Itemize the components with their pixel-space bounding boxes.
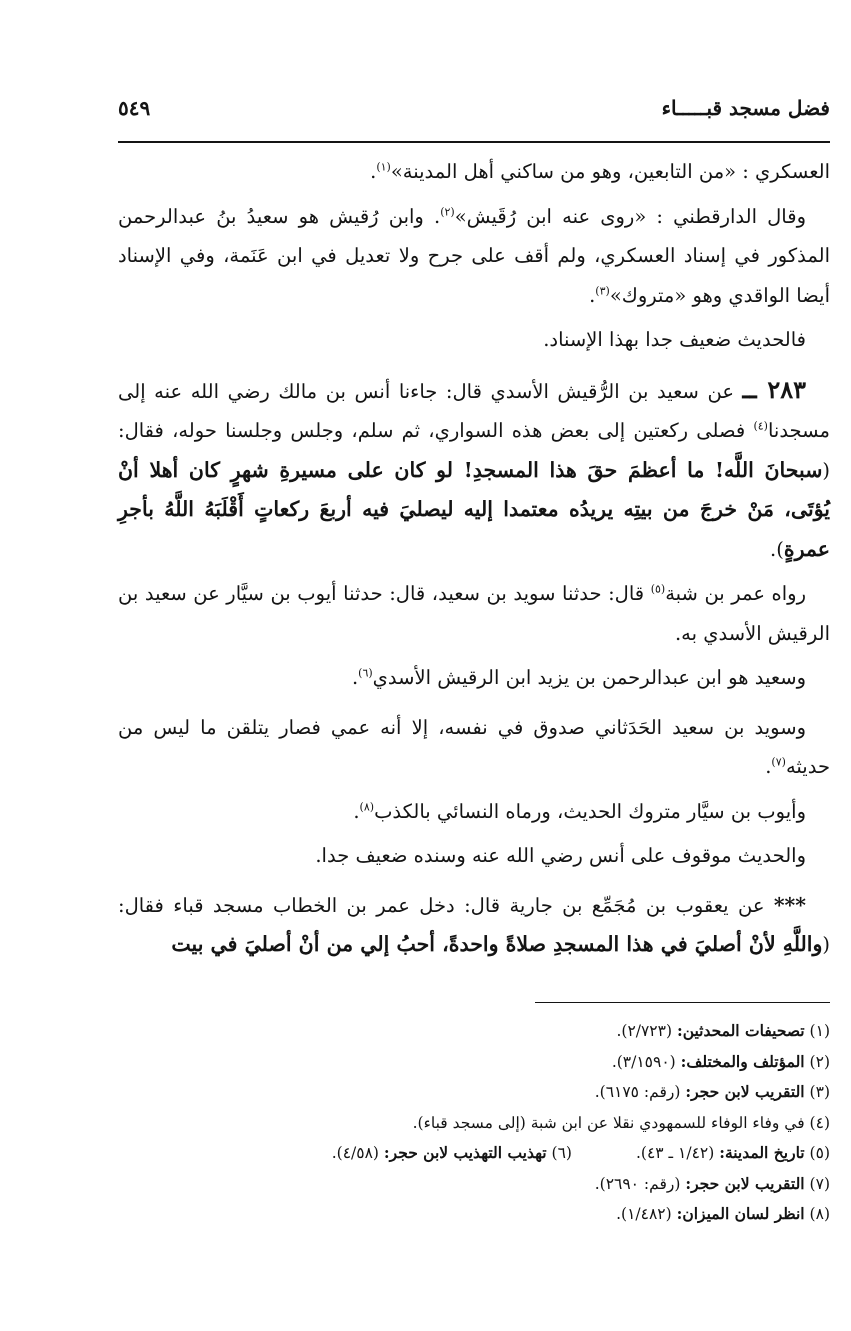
footnotes	[118, 1016, 830, 1230]
hadith-quote: سبحانَ اللَّه! ما أعظمَ حقَ هذا المسجدِ! لو كان على مسيرةِ شهرٍ كان أهلا أنْ يُؤتَى، مَنْ خرجَ من بيتِه يريدُه معتمدا إليه ليصليَ فيه أربعَ ركعاتٍ أَقْلَبَهُ اللَّهُ بأجرِ عمرةٍ	[118, 457, 830, 561]
footnote-7: (٧) التقريب لابن حجر: (رقم: ٢٦٩٠).	[594, 1173, 830, 1193]
footnote-ref-2[interactable]: (٢)	[440, 205, 455, 218]
paragraph-verdict: فالحديث ضعيف جدا بهذا الإسناد.	[543, 328, 806, 351]
footnotes-5-6	[118, 1138, 830, 1169]
footnote-ref-5[interactable]: (٥)	[650, 582, 666, 596]
page-header	[118, 88, 830, 128]
footnote-6: (٦) تهذيب التهذيب لابن حجر: (٤/٥٨).	[331, 1143, 572, 1162]
paragraph-said: وسعيد هو ابن عبدالرحمن بن يزيد ابن الرقيش الأسدي$^{(٦)}$.	[351, 666, 806, 689]
page-number: ٥٤٩	[118, 96, 151, 120]
stars-marker: ***	[773, 892, 806, 917]
hadith-number: ٢٨٣ ــ	[742, 374, 806, 404]
footnote-rule	[535, 1002, 830, 1003]
paragraph-daraqutni: وقال الدارقطني : «روى عنه ابن رُقَيش»$^{(٢)}$. وابن رُقيش هو سعيدُ بنُ عبدالرحمن المذكور في إسناد العسكري، ولم أقف على جرح ولا تعديل في ابن عَنَمة، وفي الإسناد أيضا الواقدي وهو «متروك»$^{(٣)}$.	[118, 204, 830, 307]
paragraph-narration: رواه عمر بن شبة$^{(٥)}$ قال: حدثنا سويد بن سعيد، قال: حدثنا أيوب بن سيَّار عن سعيد بن الرقيش الأسدي به.	[118, 582, 830, 645]
footnote-2: (٢) المؤتلف والمختلف: (٣/١٥٩٠).	[611, 1051, 830, 1071]
header-rule	[118, 141, 830, 143]
main-text	[118, 152, 830, 970]
footnote-ref-7[interactable]: (٧)	[771, 755, 786, 769]
umar-quote: واللَّهِ لأنْ أصليَ في هذا المسجدِ صلاةً واحدةً، أحبُ إلي من أنْ أصليَ في بيت	[171, 932, 823, 956]
paragraph-mawquf: والحديث موقوف على أنس رضي الله عنه وسنده ضعيف جدا.	[315, 844, 806, 867]
footnote-8: (٨) انظر لسان الميزان: (١/٤٨٢).	[616, 1204, 830, 1223]
paragraph-suwayd: وسويد بن سعيد الحَدَثاني صدوق في نفسه، إلا أنه عمي فصار يتلقن ما ليس من حديثه$^{(٧)}$.	[118, 715, 830, 778]
hadith-283: ٢٨٣ ــ عن سعيد بن الرُّقيش الأسدي قال: جاءنا أنس بن مالك رضي الله عنه إلى مسجدنا$^{(٤)}$ فصلى ركعتين إلى بعض هذه السواري، ثم سلم، وجلس وجلسنا حوله، فقال: (سبحانَ اللَّه! ما أعظمَ حقَ هذا المسجدِ! لو كان على مسيرةِ شهرٍ كان أهلا أنْ يُؤتَى، مَنْ خرجَ من بيتِه يريدُه معتمدا إليه ليصليَ فيه أربعَ ركعاتٍ أَقْلَبَهُ اللَّهُ بأجرِ عمرةٍ).	[118, 374, 830, 561]
footnote-5: (٥) تاريخ المدينة: (١/٤٢ ـ ٤٣).	[635, 1143, 830, 1162]
paragraph-yaqub: *** عن يعقوب بن مُجَمِّع بن جارية قال: دخل عمر بن الخطاب مسجد قباء فقال: (واللَّهِ لأنْ أصليَ في هذا المسجدِ صلاةً واحدةً، أحبُ إلي من أنْ أصليَ في بيت	[118, 892, 830, 956]
running-title: فضل مسجد قبـــــاء	[661, 96, 830, 120]
footnote-1: (١) تصحيفات المحدثين: (٢/٧٢٣).	[616, 1021, 830, 1040]
footnote-ref-1[interactable]: (١)	[376, 160, 391, 174]
paragraph-ayyub: وأيوب بن سيَّار متروك الحديث، ورماه النسائي بالكذب$^{(٨)}$.	[353, 799, 806, 823]
footnote-ref-8[interactable]: (٨)	[359, 800, 375, 813]
paragraph-askari: العسكري : «من التابعين، وهو من ساكني أهل المدينة»$^{(١)}$.	[370, 160, 830, 183]
footnote-ref-6[interactable]: (٦)	[358, 666, 373, 680]
footnote-4: (٤) في وفاء الوفاء للسمهودي نقلا عن ابن شبة (إلى مسجد قباء).	[412, 1113, 830, 1132]
footnote-3: (٣) التقريب لابن حجر: (رقم: ٦١٧٥).	[594, 1082, 830, 1101]
footnote-ref-3[interactable]: (٣)	[595, 284, 610, 297]
footnote-ref-4[interactable]: (٤)	[753, 419, 768, 433]
